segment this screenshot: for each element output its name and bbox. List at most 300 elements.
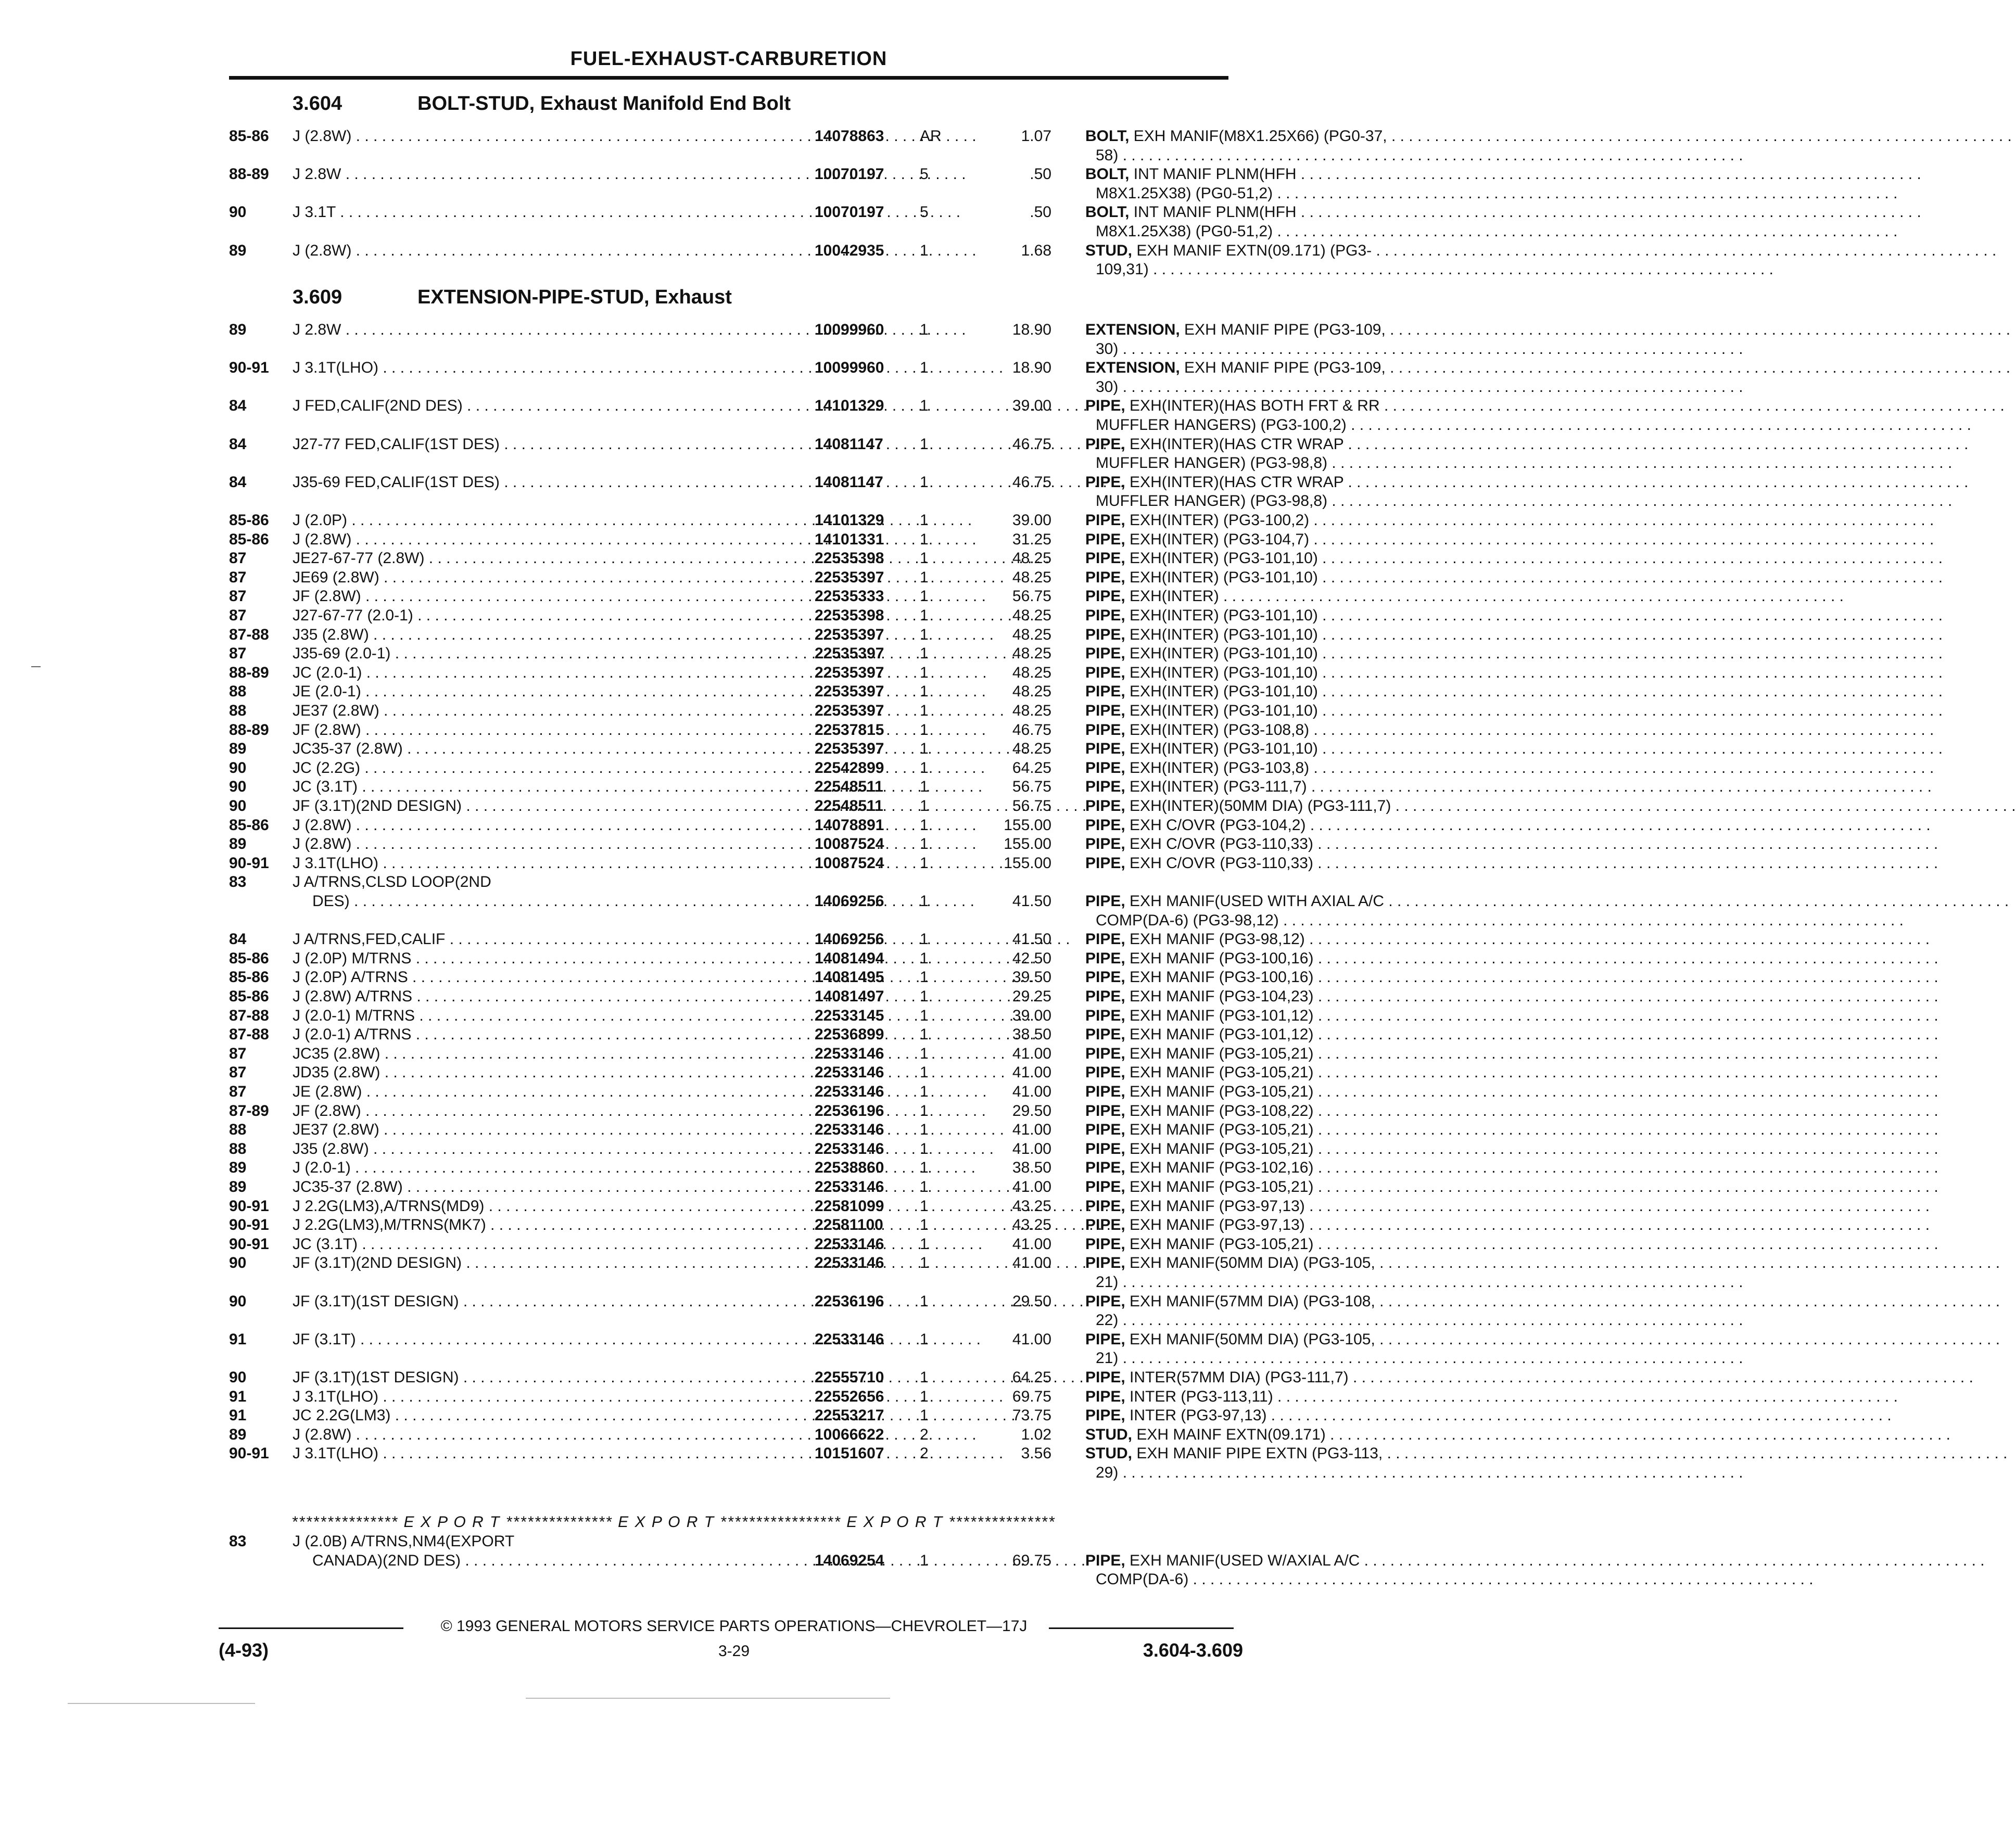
description-text: EXH(INTER) (PG3-108,8) (1130, 721, 1310, 739)
description-text: EXH MANIF (PG3-104,23) (1130, 988, 1314, 1005)
description-text: EXH(INTER) (1130, 588, 1219, 605)
table-row (229, 1177, 1314, 1197)
table-row (229, 1551, 1360, 1570)
application: JC (3.1T) . . . (293, 1235, 810, 1254)
part-number: 22533146 (815, 1235, 884, 1253)
part-name: STUD, (1085, 241, 1132, 259)
description-text: EXH MANIF (PG3-97,13) (1130, 1216, 1305, 1234)
price: 18.90 (1012, 359, 1051, 377)
model-years: 91 (229, 1407, 247, 1424)
description (1085, 473, 1450, 492)
description-continued: MUFFLER HANGER) (PG3-98,8) . . . (1096, 491, 1460, 511)
part-number: 22535397 (815, 664, 884, 681)
description-text: EXH C/OVR (PG3-110,33) (1130, 854, 1313, 872)
description (1085, 511, 1450, 530)
application: J35 (2.8W) . . . (293, 625, 810, 644)
table-row (229, 1215, 1305, 1235)
table-row (229, 1444, 1383, 1463)
model-years: 85-86 (229, 969, 269, 986)
model-years: 83 (229, 873, 247, 891)
application: JC (2.2G) . . . (293, 758, 810, 778)
application: J A/TRNS,FED,CALIF . . . (293, 930, 810, 949)
part-name: PIPE, (1085, 607, 1125, 624)
price: 43.25 (1012, 1216, 1051, 1234)
quantity: 1 (920, 1007, 929, 1024)
scan-artifact (68, 1703, 255, 1704)
price: 39.00 (1012, 1007, 1051, 1024)
price: 1.68 (1021, 241, 1051, 259)
table-row (229, 949, 1314, 968)
part-name: PIPE, (1085, 702, 1125, 719)
application: JC35-37 (2.8W) . . . (293, 1177, 810, 1197)
model-years: 85-86 (229, 128, 269, 145)
price: 41.50 (1012, 893, 1051, 910)
description (1085, 530, 1450, 549)
description (1085, 1444, 1450, 1463)
part-name: STUD, (1085, 1426, 1132, 1443)
description-text: EXH MANIF (PG3-108,22) (1130, 1102, 1314, 1119)
quantity: 1 (920, 321, 929, 338)
price: 18.90 (1012, 321, 1051, 338)
description-text: EXH MANIF PIPE (PG3-109, (1184, 359, 1386, 377)
part-number: 14069254 (815, 1551, 884, 1569)
description (1085, 1330, 1450, 1349)
price: .50 (1030, 203, 1051, 221)
table-row (229, 511, 1310, 530)
section-title-3604 (293, 93, 791, 115)
description-text: EXH MANIF(50MM DIA) (PG3-105, (1130, 1254, 1375, 1272)
application: J (2.8W) A/TRNS . . . (293, 987, 810, 1006)
part-number: 22533146 (815, 1121, 884, 1139)
price: 41.00 (1012, 1083, 1051, 1100)
quantity: 1 (920, 607, 929, 624)
part-name: PIPE, (1085, 854, 1125, 872)
price: 38.50 (1012, 1026, 1051, 1044)
quantity: 1 (920, 1292, 929, 1310)
quantity: 1 (920, 359, 929, 377)
table-row (229, 1063, 1314, 1082)
part-name: PIPE, (1085, 740, 1125, 758)
application: JC (2.0-1) . . . (293, 663, 810, 682)
model-years: 88 (229, 1140, 247, 1157)
model-years: 90-91 (229, 359, 269, 377)
application: JF (3.1T) . . . (293, 1330, 810, 1349)
part-name: PIPE, (1085, 1197, 1125, 1215)
description (1085, 1368, 1450, 1387)
description-text: EXH(INTER) (PG3-101,10) (1130, 626, 1318, 643)
application: J 3.1T(LHO) . . . (293, 1444, 810, 1463)
application: JF (2.8W) . . . (293, 1101, 810, 1121)
quantity: 1 (920, 588, 929, 605)
model-years: 90 (229, 778, 247, 796)
table-row (229, 396, 1380, 415)
model-years: 87-88 (229, 626, 269, 643)
description (1085, 164, 1450, 184)
application: JC35 (2.8W) . . . (293, 1044, 810, 1063)
part-number: 10087524 (815, 854, 884, 872)
quantity: 1 (920, 988, 929, 1005)
description-text: EXH MANIF (PG3-98,12) (1130, 931, 1305, 948)
price: 29.50 (1012, 1292, 1051, 1310)
part-number: 22535333 (815, 588, 884, 605)
table-row (229, 1330, 1375, 1349)
price: 48.25 (1012, 550, 1051, 567)
model-years: 87 (229, 550, 247, 567)
model-years: 89 (229, 241, 247, 259)
description-text: INTER (PG3-97,13) (1130, 1407, 1267, 1424)
table-row (229, 1235, 1314, 1254)
footer-rule-right (1049, 1627, 1234, 1629)
table-row (229, 1425, 1326, 1444)
part-number: 22533146 (815, 1045, 884, 1062)
part-name: PIPE, (1085, 931, 1125, 948)
quantity: 1 (920, 797, 929, 815)
part-number: 22555710 (815, 1369, 884, 1386)
description-text: EXH MANIF PIPE EXTN (PG3-113, (1136, 1445, 1383, 1462)
description-text: EXH C/OVR (PG3-104,2) (1130, 816, 1306, 834)
table-row (229, 1082, 1314, 1101)
part-number: 22552656 (815, 1388, 884, 1405)
description-text: EXH(INTER) (PG3-101,10) (1130, 568, 1318, 586)
price: 48.25 (1012, 626, 1051, 643)
quantity: 1 (920, 1064, 929, 1082)
part-name: BOLT, (1085, 203, 1130, 221)
price: 69.75 (1012, 1388, 1051, 1405)
description-text: EXH MANIF (PG3-102,16) (1130, 1159, 1314, 1177)
part-number: 22535398 (815, 550, 884, 567)
part-number: 14101329 (815, 512, 884, 529)
table-row (229, 339, 1228, 359)
application: J 3.1T(LHO) . . . (293, 854, 810, 873)
description (1085, 739, 1450, 758)
part-name: PIPE, (1085, 1407, 1125, 1424)
part-name: PIPE, (1085, 1551, 1125, 1569)
table-row (229, 1006, 1314, 1025)
part-name: PIPE, (1085, 568, 1125, 586)
part-number: 22533146 (815, 1254, 884, 1272)
application: J A/TRNS,CLSD LOOP(2ND (293, 873, 491, 891)
model-years: 90-91 (229, 1216, 269, 1234)
price: 41.00 (1012, 1140, 1051, 1157)
price: 1.02 (1021, 1426, 1051, 1443)
description-text: EXH(INTER) (PG3-101,10) (1130, 740, 1318, 758)
part-name: PIPE, (1085, 797, 1125, 815)
application: JE37 (2.8W) . . . (293, 1120, 810, 1139)
model-years: 89 (229, 1426, 247, 1443)
part-name: EXTENSION, (1085, 321, 1180, 338)
model-years: 85-86 (229, 816, 269, 834)
model-years: 85-86 (229, 530, 269, 548)
quantity: 1 (920, 759, 929, 777)
application: J35 (2.8W) . . . (293, 1139, 810, 1159)
quantity: 1 (920, 683, 929, 701)
application: JE27-67-77 (2.8W) . . . (293, 549, 810, 568)
model-years: 89 (229, 1178, 247, 1195)
price: 39.50 (1012, 969, 1051, 986)
part-name: PIPE, (1085, 1235, 1125, 1253)
part-name: PIPE, (1085, 1254, 1125, 1272)
table-row (229, 1368, 1349, 1387)
description (1085, 892, 1450, 911)
table-row (229, 663, 1318, 682)
description (1085, 1551, 1450, 1570)
description-continued: 29) . . . (1096, 1463, 1460, 1482)
application: JE (2.8W) . . . (293, 1082, 810, 1101)
scan-artifact (31, 666, 41, 667)
price: 41.00 (1012, 1045, 1051, 1062)
part-name: PIPE, (1085, 893, 1125, 910)
table-row (229, 1273, 1228, 1292)
application-continued: CANADA)(2ND DES) . . . (312, 1551, 830, 1570)
quantity: 1 (920, 1551, 929, 1569)
application: JD35 (2.8W) . . . (293, 1063, 810, 1082)
part-number: 22536196 (815, 1292, 884, 1310)
table-row (229, 1158, 1314, 1177)
quantity: 1 (920, 1083, 929, 1100)
part-number: 14081495 (815, 969, 884, 986)
table-row (229, 1253, 1375, 1273)
table-row (229, 320, 1386, 339)
description (1085, 987, 1450, 1006)
part-name: EXTENSION, (1085, 359, 1180, 377)
table-row (229, 473, 1344, 492)
price: 42.50 (1012, 949, 1051, 967)
application: J FED,CALIF(2ND DES) . . . (293, 396, 810, 415)
quantity: 1 (920, 702, 929, 719)
table-row (229, 260, 1228, 279)
table-row (229, 739, 1318, 758)
description (1085, 1197, 1450, 1216)
application: J (2.0-1) . . . (293, 1158, 810, 1177)
description-text: EXH(INTER) (PG3-111,7) (1130, 778, 1307, 796)
description (1085, 1120, 1450, 1139)
quantity: 1 (920, 740, 929, 758)
part-name: PIPE, (1085, 1026, 1125, 1044)
part-name: BOLT, (1085, 128, 1130, 145)
application: J (2.8W) . . . (293, 126, 810, 146)
price: 41.00 (1012, 1330, 1051, 1348)
footer-date: (4-93) (219, 1639, 269, 1661)
table-row (229, 530, 1310, 549)
part-number: 22535398 (815, 607, 884, 624)
price: 39.00 (1012, 397, 1051, 415)
model-years: 87-88 (229, 1007, 269, 1024)
application: J (2.0P) M/TRNS . . . (293, 949, 810, 968)
table-row (229, 358, 1386, 377)
price: 41.00 (1012, 1178, 1051, 1195)
part-number: 14081494 (815, 949, 884, 967)
table-row (229, 241, 1372, 260)
part-name: STUD, (1085, 1445, 1132, 1462)
part-name: PIPE, (1085, 778, 1125, 796)
model-years: 90 (229, 759, 247, 777)
description-text: EXH(INTER) (PG3-103,8) (1130, 759, 1310, 777)
quantity: 1 (920, 512, 929, 529)
application: J (2.8W) . . . (293, 530, 810, 549)
part-name: PIPE, (1085, 1178, 1125, 1195)
model-years: 88 (229, 1121, 247, 1139)
part-number: 22535397 (815, 683, 884, 701)
part-number: 14101331 (815, 530, 884, 548)
description-text: EXH MANIF(USED WITH AXIAL A/C (1130, 893, 1385, 910)
application: JC (3.1T) . . . (293, 777, 810, 796)
part-name: PIPE, (1085, 835, 1125, 853)
description-text: EXH MANIF (PG3-105,21) (1130, 1235, 1314, 1253)
price: 41.00 (1012, 1121, 1051, 1139)
price: 29.50 (1012, 1102, 1051, 1119)
quantity: 1 (920, 1121, 929, 1139)
quantity: 1 (920, 931, 929, 948)
table-row (229, 834, 1313, 854)
description-text: EXH(INTER) (PG3-101,10) (1130, 683, 1318, 701)
description-text: EXH(INTER) (PG3-101,10) (1130, 664, 1318, 681)
part-number: 10042935 (815, 241, 884, 259)
description-text: EXH MANIF (PG3-105,21) (1130, 1083, 1314, 1100)
description (1085, 1292, 1450, 1311)
model-years: 89 (229, 835, 247, 853)
section-heading: BOLT-STUD, Exhaust Manifold End Bolt (417, 93, 791, 115)
quantity: 1 (920, 1026, 929, 1044)
quantity: 1 (920, 626, 929, 643)
price: 155.00 (1004, 854, 1051, 872)
application: J (2.0P) . . . (293, 511, 810, 530)
table-row (229, 606, 1318, 625)
part-name: PIPE, (1085, 645, 1125, 663)
description-text: INT MANIF PLNM(HFH (1133, 203, 1297, 221)
table-row (229, 758, 1310, 778)
price: 56.75 (1012, 797, 1051, 815)
price: 29.25 (1012, 988, 1051, 1005)
description-text: INTER (PG3-113,11) (1130, 1388, 1273, 1405)
page-header-title: FUEL-EXHAUST-CARBURETION (570, 48, 887, 70)
application: JF (3.1T)(2ND DESIGN) . . . (293, 796, 810, 816)
part-number: 14081147 (815, 435, 883, 453)
part-name: PIPE, (1085, 759, 1125, 777)
description (1085, 568, 1450, 587)
description-continued: 21) . . . (1096, 1348, 1460, 1368)
application: JE37 (2.8W) . . . (293, 701, 810, 720)
table-row (229, 987, 1314, 1006)
price: 69.75 (1012, 1551, 1051, 1569)
quantity: 1 (920, 816, 929, 834)
table-row (229, 796, 1391, 816)
part-name: PIPE, (1085, 397, 1125, 415)
description-text: EXH MANIF(M8X1.25X66) (PG0-37, (1133, 128, 1387, 145)
description (1085, 1006, 1450, 1025)
description (1085, 1044, 1450, 1063)
description-text: EXH(INTER) (PG3-101,10) (1130, 702, 1318, 719)
application: J 3.1T . . . (293, 202, 810, 222)
description (1085, 1139, 1450, 1159)
description-continued: 21) . . . (1096, 1273, 1460, 1292)
description (1085, 834, 1450, 854)
export-banner: *************** E X P O R T *************** E X P O R T ***************** E X P O R T *************** (291, 1513, 1056, 1531)
table-row (229, 682, 1318, 701)
table-row (229, 1406, 1267, 1425)
part-number: 14069256 (815, 893, 884, 910)
part-number: 10070197 (815, 166, 884, 183)
footer-section-range: 3.604-3.609 (1143, 1639, 1243, 1661)
header-rule (229, 76, 1228, 80)
description-continued: 22) . . . (1096, 1311, 1460, 1330)
model-years: 90-91 (229, 854, 269, 872)
model-years: 87-89 (229, 1102, 269, 1119)
application: J 2.2G(LM3),M/TRNS(MK7) . . . (293, 1215, 810, 1235)
description-continued: 58) . . . (1096, 146, 1460, 165)
quantity: 1 (920, 397, 929, 415)
quantity: 1 (920, 1197, 929, 1215)
description-text: EXH(INTER) (PG3-104,7) (1130, 530, 1310, 548)
quantity: 1 (920, 949, 929, 967)
table-row (229, 587, 1228, 606)
description (1085, 1215, 1450, 1235)
table-row (229, 1197, 1305, 1216)
description (1085, 549, 1450, 568)
price: 38.50 (1012, 1159, 1051, 1177)
model-years: 87 (229, 1045, 247, 1062)
description (1085, 1425, 1450, 1444)
table-row (229, 415, 1347, 435)
quantity: 1 (920, 1140, 929, 1157)
model-years: 89 (229, 740, 247, 758)
quantity: 1 (920, 778, 929, 796)
description-text: EXH MANIF (PG3-101,12) (1130, 1026, 1314, 1044)
application: JC 2.2G(LM3) . . . (293, 1406, 810, 1425)
table-row (229, 146, 1228, 165)
quantity: 1 (920, 1159, 929, 1177)
model-years: 91 (229, 1388, 247, 1405)
part-name: PIPE, (1085, 1083, 1125, 1100)
part-number: 22548511 (815, 778, 883, 796)
quantity: 1 (920, 854, 929, 872)
part-number: 22537815 (815, 721, 884, 739)
model-years: 84 (229, 931, 247, 948)
price: 41.50 (1012, 931, 1051, 948)
part-name: BOLT, (1085, 166, 1130, 183)
price: 48.25 (1012, 607, 1051, 624)
part-name: PIPE, (1085, 1330, 1125, 1348)
description (1085, 202, 1450, 222)
part-number: 22536899 (815, 1026, 884, 1044)
quantity: 1 (920, 241, 929, 259)
model-years: 90 (229, 1369, 247, 1386)
table-row (229, 892, 1385, 911)
price: 155.00 (1004, 816, 1051, 834)
table-row (229, 164, 1297, 184)
model-years: 85-86 (229, 988, 269, 1005)
part-number: 14081147 (815, 473, 883, 491)
description (1085, 358, 1450, 377)
part-number: 22535397 (815, 702, 884, 719)
part-number: 10099960 (815, 359, 884, 377)
model-years: 90-91 (229, 1445, 269, 1462)
description-text: INT MANIF PLNM(HFH (1133, 166, 1297, 183)
part-number: 22535397 (815, 645, 884, 663)
quantity: 1 (920, 473, 929, 491)
description (1085, 320, 1450, 339)
part-number: 22538860 (815, 1159, 884, 1177)
quantity: 1 (920, 893, 929, 910)
price: 41.00 (1012, 1235, 1051, 1253)
price: 46.75 (1012, 721, 1051, 739)
model-years: 84 (229, 435, 247, 453)
description (1085, 1406, 1450, 1425)
quantity: 1 (920, 1254, 929, 1272)
model-years: 88 (229, 683, 247, 701)
part-number: 22536196 (815, 1102, 884, 1119)
table-row (229, 549, 1318, 568)
price: 155.00 (1004, 835, 1051, 853)
